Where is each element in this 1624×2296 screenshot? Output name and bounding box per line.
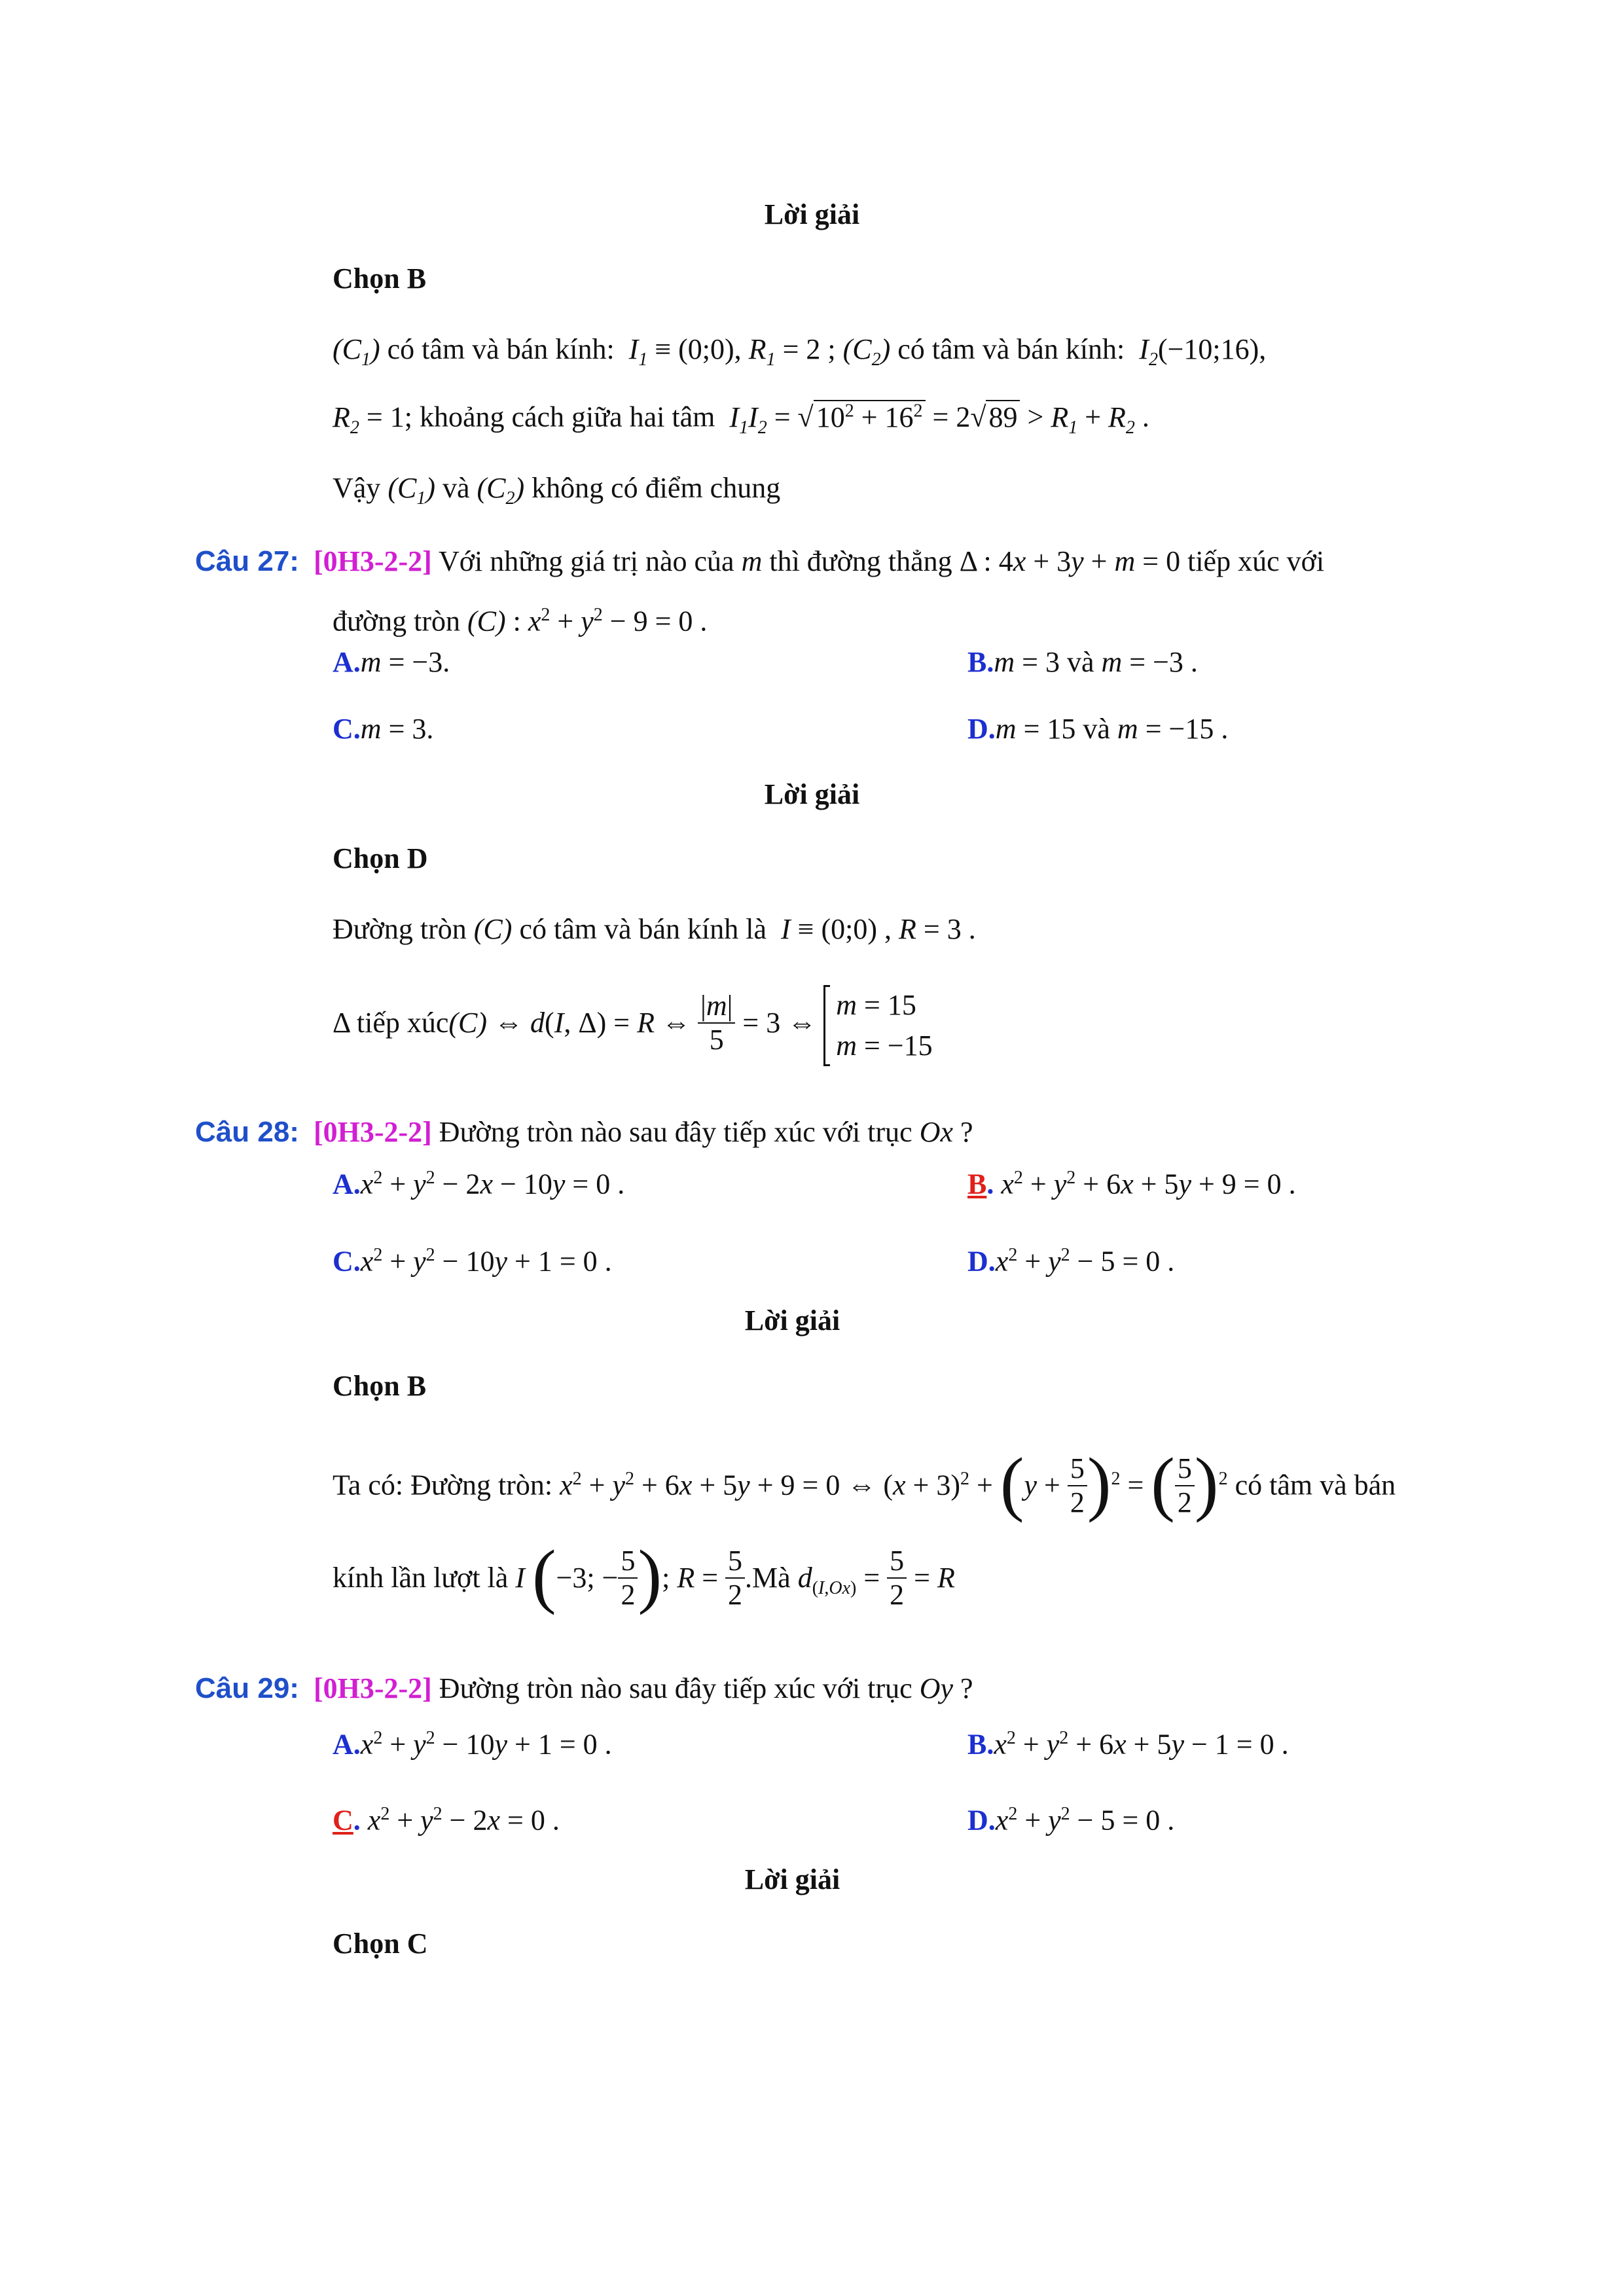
solution-line: Đường tròn (C) có tâm và bán kính là I ≡ (0;0) , R = 3 . (333, 913, 976, 945)
solution-choice: Chọn D (333, 842, 428, 874)
question-27: Câu 27: [0H3-2-2] Với những giá trị nào của m thì đường thẳng Δ : 4x + 3y + m = 0 tiếp xúc với (195, 545, 1325, 577)
solution-line: Δ tiếp xúc(C) ⇔ d(I, Δ) = R ⇔ $\frac{|m|}{5}$ = 3 ⇔ m = 15 m = −15 (333, 985, 933, 1066)
option-d[interactable]: $D.x^2 + y^2 - 5 = 0$ . (967, 1804, 1175, 1837)
question-29: Câu 29: [0H3-2-2] Đường tròn nào sau đây tiếp xúc với trục Oy ? (195, 1672, 973, 1704)
solution-choice: Chọn C (333, 1928, 428, 1960)
solution-line: Ta có: Đường tròn: $x^2 + y^2 + 6x + 5y + 9 = 0$ ⇔ $(x + 3)^2 + (y$ + $\frac{5}{2}$ )$^2$ = ( $\frac{5}{2}$ )$^2$ có tâm và bán (333, 1443, 1396, 1523)
question-27-line2: đường tròn (C) : $x^2 + y^2 - 9 = 0$ . (333, 605, 708, 637)
option-c[interactable]: $C.x^2 + y^2 - 10y + 1 = 0$ . (333, 1245, 612, 1278)
option-c[interactable]: C. $x^2 + y^2 - 2x = 0$ . (333, 1804, 560, 1837)
option-b[interactable]: B.m = 3 và m = −3 . (967, 646, 1198, 678)
solution-choice: Chọn B (333, 1370, 427, 1402)
option-a[interactable]: $A.x^2 + y^2 - 10y + 1 = 0$ . (333, 1728, 612, 1761)
solution-choice: Chọn B (333, 262, 427, 295)
option-b[interactable]: $B.x^2 + y^2 + 6x + 5y - 1 = 0$ . (967, 1728, 1289, 1761)
solution-heading: Lời giải (764, 198, 860, 230)
option-a[interactable]: $A.x^2 + y^2 - 2x - 10y = 0$ . (333, 1168, 625, 1200)
solution-line: Vậy $(C_1)$ và $(C_2)$ không có điểm chung (333, 472, 781, 509)
option-d[interactable]: D.m = 15 và m = −15 . (967, 713, 1229, 745)
solution-line: $R_2 = 1$; khoảng cách giữa hai tâm $I_1I_2 = √10^2 + 16^2 = 2√89 > R_1 + R_2$ . (333, 401, 1149, 438)
question-28: Câu 28: [0H3-2-2] Đường tròn nào sau đây tiếp xúc với trục Ox ? (195, 1116, 973, 1148)
solution-heading: Lời giải (744, 1304, 840, 1336)
option-c[interactable]: C.m = 3. (333, 713, 434, 745)
option-b[interactable]: B. $x^2 + y^2 + 6x + 5y + 9 = 0$ . (967, 1168, 1296, 1200)
solution-heading: Lời giải (744, 1863, 840, 1895)
solution-line: kính lần lượt là I (−3; − $\frac{5}{2}$ ); R = $\frac{5}{2}$ .Mà $d_{(I,Ox)}$ = $\frac{5}{2}$ = R (333, 1535, 955, 1615)
solution-line: $(C_1)$ có tâm và bán kính: $I_1$ ≡ (0;0), $R_1 = 2$ ; $(C_2)$ có tâm và bán kính: $I_2(-10;16)$, (333, 333, 1267, 370)
option-d[interactable]: $D.x^2 + y^2 - 5 = 0$ . (967, 1245, 1175, 1278)
solution-heading: Lời giải (764, 778, 860, 810)
option-a[interactable]: A.m = −3. (333, 646, 450, 678)
